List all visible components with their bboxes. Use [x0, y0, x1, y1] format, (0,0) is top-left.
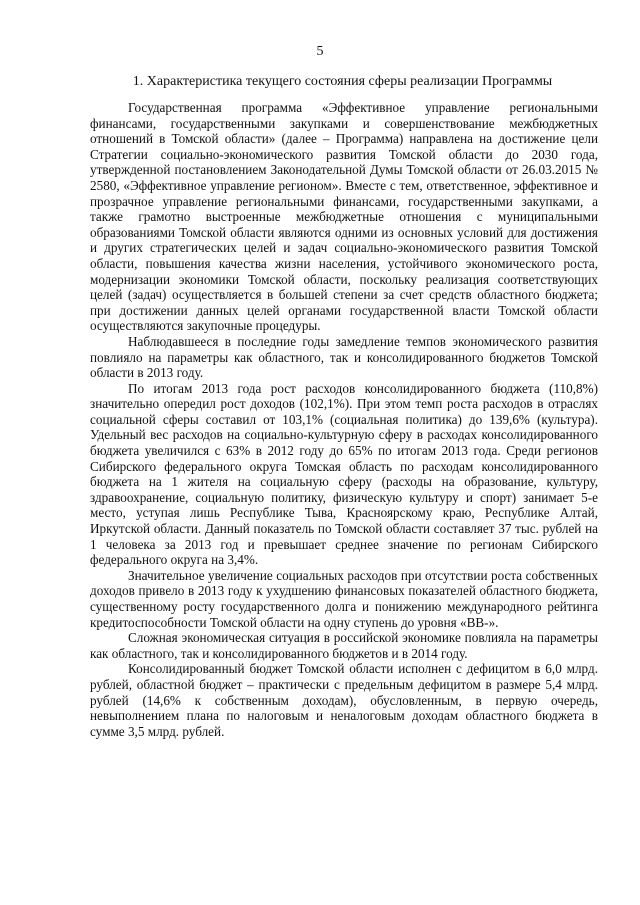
paragraph-intro: Государственная программа «Эффективное управление региональными финансами, государственными закупками и совершенствование межбюджетных отношений в Томской области» (далее – Программа) направлена на достижение цели Стратегии социально-экономического развития Томской области до 2030 года, утвержденной постановлением Законодательной Думы Томской области от 26.03.2015 № 2580, «Эффективное управление регионом». Вместе с тем, ответственное, эффективное и прозрачное управление региональными финансами, государственными закупками, а также грамотно выстроенные межбюджетные отношения с муниципальными образованиями Томской области являются одними из основных условий для достижения и других стратегических целей и задач социально-экономического развития Томской области, повышения качества жизни населения, устойчивого экономического роста, модернизации экономики Томской области, поскольку реализация соответствующих целей (задач) осуществляется в большей степени за счет средств областного бюджета; при достижении данных целей органами государственной власти Томской области осуществляются закупочные процедуры. — [90, 100, 598, 334]
page-number: 5 — [316, 44, 324, 59]
paragraph-slowdown: Наблюдавшееся в последние годы замедление темпов экономического развития повлияло на параметры как областного, так и консолидированного бюджетов Томской области в 2013 году. — [90, 333, 598, 381]
paragraph-deficit: Консолидированный бюджет Томской области исполнен с дефицитом в 6,0 млрд. рублей, областной бюджет – практически с предельным дефицитом в размере 5,4 млрд. рублей (14,6% к собственным доходам), обусловленным, в первую очередь, невыполнением плана по налоговым и неналоговым доходам областного бюджета в сумме 3,5 млрд. рублей. — [90, 661, 598, 739]
paragraph-2013-results: По итогам 2013 года рост расходов консолидированного бюджета (110,8%) значительно опередил рост доходов (102,1%). При этом темп роста расходов в отраслях социальной сферы составил от 103,1% (социальная политика) до 139,6% (культура). Удельный вес расходов на социально-культурную сферу в расходах консолидированного бюджета увеличился с 63% в 2012 году до 65% по итогам 2013 года. Среди регионов Сибирского федерального округа Томская область по расходам консолидированного бюджета на 1 жителя на социальную сферу (расходы на образование, культуру, здравоохранение, социальную политику, физическую культуру и спорт) занимает 5-е место, уступая лишь Республике Тыва, Красноярскому краю, Республике Алтай, Иркутской области. Данный показатель по Томской области составляет 37 тыс. рублей на 1 человека за 2013 год и превышает среднее значение по регионам Сибирского федерального округа на 3,4%. — [90, 380, 598, 568]
paragraph-social-spending: Значительное увеличение социальных расходов при отсутствии роста собственных доходов привело в 2013 году к ухудшению финансовых показателей областного бюджета, существенному росту государственного долга и понижению международного рейтинга кредитоспособности Томской области на одну ступень до уровня «ВВ-». — [90, 567, 598, 630]
paragraph-2014-situation: Сложная экономическая ситуация в российской экономике повлияла на параметры как областного, так и консолидированного бюджетов и в 2014 году. — [90, 630, 598, 661]
body-text — [90, 100, 598, 739]
section-title: 1. Характеристика текущего состояния сферы реализации Программы — [132, 74, 553, 89]
